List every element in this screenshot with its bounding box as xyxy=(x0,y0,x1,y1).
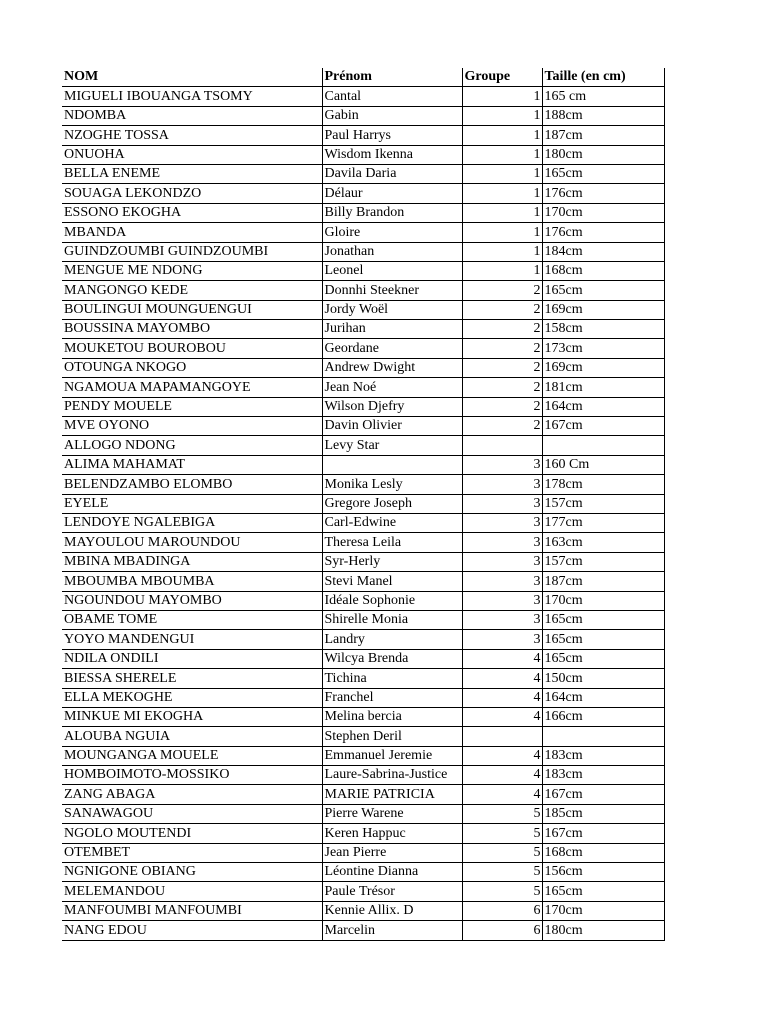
table-row xyxy=(62,766,664,785)
cell-taille[interactable]: 165 cm xyxy=(542,87,664,106)
table-row xyxy=(62,164,664,183)
cell-nom[interactable]: OTEMBET xyxy=(62,843,322,862)
cell-taille[interactable]: 187cm xyxy=(542,572,664,591)
table-row xyxy=(62,106,664,125)
cell-taille[interactable]: 165cm xyxy=(542,164,664,183)
table-row xyxy=(62,572,664,591)
cell-groupe[interactable]: 3 xyxy=(462,513,542,532)
cell-nom[interactable]: ALLOGO NDONG xyxy=(62,436,322,455)
table-row xyxy=(62,610,664,629)
cell-groupe[interactable]: 4 xyxy=(462,688,542,707)
cell-prenom[interactable]: Stephen Deril xyxy=(322,727,462,746)
cell-nom[interactable]: MVE OYONO xyxy=(62,417,322,436)
cell-nom[interactable]: NGNIGONE OBIANG xyxy=(62,863,322,882)
cell-groupe[interactable] xyxy=(462,436,542,455)
cell-groupe[interactable]: 4 xyxy=(462,746,542,765)
cell-taille[interactable]: 170cm xyxy=(542,591,664,610)
cell-groupe[interactable]: 5 xyxy=(462,843,542,862)
cell-groupe[interactable]: 3 xyxy=(462,610,542,629)
cell-prenom[interactable]: Léontine Dianna xyxy=(322,863,462,882)
cell-nom[interactable]: SOUAGA LEKONDZO xyxy=(62,184,322,203)
cell-nom[interactable]: BOUSSINA MAYOMBO xyxy=(62,320,322,339)
cell-prenom[interactable]: Laure-Sabrina-Justice xyxy=(322,766,462,785)
cell-prenom[interactable]: Gloire xyxy=(322,223,462,242)
cell-groupe[interactable]: 1 xyxy=(462,242,542,261)
cell-groupe[interactable]: 3 xyxy=(462,591,542,610)
table-row xyxy=(62,863,664,882)
header-prenom[interactable]: Prénom xyxy=(322,68,462,87)
cell-groupe[interactable]: 1 xyxy=(462,261,542,280)
cell-groupe[interactable]: 3 xyxy=(462,494,542,513)
cell-groupe[interactable]: 2 xyxy=(462,378,542,397)
cell-nom[interactable]: MINKUE MI EKOGHA xyxy=(62,707,322,726)
table-row xyxy=(62,417,664,436)
cell-groupe[interactable]: 2 xyxy=(462,417,542,436)
cell-groupe[interactable]: 2 xyxy=(462,358,542,377)
table-row xyxy=(62,242,664,261)
cell-nom[interactable]: GUINDZOUMBI GUINDZOUMBI xyxy=(62,242,322,261)
cell-taille[interactable]: 170cm xyxy=(542,203,664,222)
cell-taille[interactable]: 169cm xyxy=(542,358,664,377)
table-row xyxy=(62,145,664,164)
cell-taille[interactable]: 168cm xyxy=(542,843,664,862)
cell-groupe[interactable]: 1 xyxy=(462,203,542,222)
cell-taille[interactable]: 181cm xyxy=(542,378,664,397)
table-row xyxy=(62,281,664,300)
cell-groupe[interactable]: 1 xyxy=(462,106,542,125)
table-row xyxy=(62,804,664,823)
cell-taille[interactable]: 164cm xyxy=(542,688,664,707)
cell-nom[interactable]: MBOUMBA MBOUMBA xyxy=(62,572,322,591)
table-row xyxy=(62,494,664,513)
table-body xyxy=(62,87,664,940)
cell-prenom[interactable]: Keren Happuc xyxy=(322,824,462,843)
cell-taille[interactable]: 187cm xyxy=(542,126,664,145)
table-row xyxy=(62,358,664,377)
table-row xyxy=(62,591,664,610)
table-row xyxy=(62,882,664,901)
table-row xyxy=(62,901,664,920)
table-row xyxy=(62,436,664,455)
table-row xyxy=(62,824,664,843)
header-nom[interactable]: NOM xyxy=(62,68,322,87)
cell-taille[interactable]: 180cm xyxy=(542,145,664,164)
cell-prenom[interactable]: Levy Star xyxy=(322,436,462,455)
header-row xyxy=(62,68,664,87)
cell-prenom[interactable]: Paul Harrys xyxy=(322,126,462,145)
cell-nom[interactable]: NDOMBA xyxy=(62,106,322,125)
cell-taille[interactable]: 164cm xyxy=(542,397,664,416)
cell-taille[interactable]: 176cm xyxy=(542,184,664,203)
cell-nom[interactable]: NANG EDOU xyxy=(62,921,322,940)
cell-groupe[interactable] xyxy=(462,727,542,746)
table-row xyxy=(62,630,664,649)
cell-nom[interactable]: NGAMOUA MAPAMANGOYE xyxy=(62,378,322,397)
cell-prenom[interactable]: Marcelin xyxy=(322,921,462,940)
cell-prenom[interactable]: Paule Trésor xyxy=(322,882,462,901)
cell-prenom[interactable]: Carl-Edwine xyxy=(322,513,462,532)
cell-taille[interactable]: 158cm xyxy=(542,320,664,339)
table-row xyxy=(62,300,664,319)
cell-prenom[interactable]: Jean Pierre xyxy=(322,843,462,862)
cell-prenom[interactable]: Wisdom Ikenna xyxy=(322,145,462,164)
cell-groupe[interactable]: 5 xyxy=(462,824,542,843)
cell-prenom[interactable]: Emmanuel Jeremie xyxy=(322,746,462,765)
cell-groupe[interactable]: 1 xyxy=(462,87,542,106)
spreadsheet xyxy=(62,68,665,941)
table-row xyxy=(62,455,664,474)
cell-nom[interactable]: MANFOUMBI MANFOUMBI xyxy=(62,901,322,920)
cell-taille[interactable] xyxy=(542,436,664,455)
header-taille[interactable]: Taille (en cm) xyxy=(542,68,664,87)
cell-taille[interactable]: 157cm xyxy=(542,494,664,513)
cell-nom[interactable]: LENDOYE NGALEBIGA xyxy=(62,513,322,532)
cell-groupe[interactable]: 5 xyxy=(462,863,542,882)
table-row xyxy=(62,339,664,358)
cell-groupe[interactable]: 3 xyxy=(462,630,542,649)
cell-taille[interactable]: 176cm xyxy=(542,223,664,242)
cell-nom[interactable]: BIESSA SHERELE xyxy=(62,669,322,688)
cell-groupe[interactable]: 2 xyxy=(462,320,542,339)
cell-nom[interactable]: PENDY MOUELE xyxy=(62,397,322,416)
cell-prenom[interactable] xyxy=(322,455,462,474)
cell-prenom[interactable]: Jordy Woël xyxy=(322,300,462,319)
cell-prenom[interactable]: Jean Noé xyxy=(322,378,462,397)
cell-taille[interactable]: 160 Cm xyxy=(542,455,664,474)
cell-prenom[interactable]: Leonel xyxy=(322,261,462,280)
cell-prenom[interactable]: Cantal xyxy=(322,87,462,106)
table-row xyxy=(62,87,664,106)
table-row xyxy=(62,843,664,862)
cell-taille[interactable]: 180cm xyxy=(542,921,664,940)
cell-nom[interactable]: MELEMANDOU xyxy=(62,882,322,901)
cell-prenom[interactable]: Franchel xyxy=(322,688,462,707)
cell-taille[interactable]: 188cm xyxy=(542,106,664,125)
cell-taille[interactable]: 167cm xyxy=(542,785,664,804)
cell-groupe[interactable]: 1 xyxy=(462,126,542,145)
cell-groupe[interactable]: 1 xyxy=(462,164,542,183)
cell-nom[interactable]: ONUOHA xyxy=(62,145,322,164)
cell-taille[interactable]: 156cm xyxy=(542,863,664,882)
table-row xyxy=(62,397,664,416)
cell-prenom[interactable]: Andrew Dwight xyxy=(322,358,462,377)
table-row xyxy=(62,649,664,668)
cell-groupe[interactable]: 2 xyxy=(462,397,542,416)
cell-nom[interactable]: ALOUBA NGUIA xyxy=(62,727,322,746)
cell-groupe[interactable]: 3 xyxy=(462,455,542,474)
cell-taille[interactable]: 184cm xyxy=(542,242,664,261)
cell-nom[interactable]: ALIMA MAHAMAT xyxy=(62,455,322,474)
table-row xyxy=(62,475,664,494)
cell-groupe[interactable]: 1 xyxy=(462,184,542,203)
cell-taille[interactable]: 167cm xyxy=(542,417,664,436)
cell-taille[interactable]: 183cm xyxy=(542,766,664,785)
header-groupe[interactable]: Groupe xyxy=(462,68,542,87)
table-row xyxy=(62,261,664,280)
cell-nom[interactable]: MENGUE ME NDONG xyxy=(62,261,322,280)
cell-nom[interactable]: ELLA MEKOGHE xyxy=(62,688,322,707)
cell-nom[interactable]: YOYO MANDENGUI xyxy=(62,630,322,649)
cell-prenom[interactable]: Theresa Leila xyxy=(322,533,462,552)
table-row xyxy=(62,223,664,242)
cell-nom[interactable]: EYELE xyxy=(62,494,322,513)
cell-taille[interactable]: 165cm xyxy=(542,630,664,649)
cell-prenom[interactable]: Jonathan xyxy=(322,242,462,261)
cell-groupe[interactable]: 4 xyxy=(462,766,542,785)
cell-prenom[interactable]: Gabin xyxy=(322,106,462,125)
cell-nom[interactable]: MBINA MBADINGA xyxy=(62,552,322,571)
cell-prenom[interactable]: Landry xyxy=(322,630,462,649)
cell-nom[interactable]: NGOLO MOUTENDI xyxy=(62,824,322,843)
cell-groupe[interactable]: 4 xyxy=(462,707,542,726)
table-row xyxy=(62,513,664,532)
cell-prenom[interactable]: Geordane xyxy=(322,339,462,358)
cell-nom[interactable]: ZANG ABAGA xyxy=(62,785,322,804)
cell-nom[interactable]: HOMBOIMOTO-MOSSIKO xyxy=(62,766,322,785)
cell-groupe[interactable]: 1 xyxy=(462,145,542,164)
cell-nom[interactable]: NGOUNDOU MAYOMBO xyxy=(62,591,322,610)
cell-prenom[interactable]: Wilson Djefry xyxy=(322,397,462,416)
cell-taille[interactable]: 168cm xyxy=(542,261,664,280)
table-row xyxy=(62,785,664,804)
cell-taille[interactable]: 177cm xyxy=(542,513,664,532)
cell-prenom[interactable]: Davila Daria xyxy=(322,164,462,183)
cell-taille[interactable]: 157cm xyxy=(542,552,664,571)
cell-nom[interactable]: MANGONGO KEDE xyxy=(62,281,322,300)
cell-taille[interactable]: 183cm xyxy=(542,746,664,765)
cell-prenom[interactable]: Gregore Joseph xyxy=(322,494,462,513)
cell-prenom[interactable]: Syr-Herly xyxy=(322,552,462,571)
cell-prenom[interactable]: MARIE PATRICIA xyxy=(322,785,462,804)
cell-nom[interactable]: OBAME TOME xyxy=(62,610,322,629)
cell-taille[interactable]: 150cm xyxy=(542,669,664,688)
cell-groupe[interactable]: 6 xyxy=(462,901,542,920)
cell-prenom[interactable]: Tichina xyxy=(322,669,462,688)
cell-nom[interactable]: MAYOULOU MAROUNDOU xyxy=(62,533,322,552)
cell-groupe[interactable]: 4 xyxy=(462,785,542,804)
cell-taille[interactable]: 167cm xyxy=(542,824,664,843)
cell-groupe[interactable]: 3 xyxy=(462,475,542,494)
cell-nom[interactable]: NZOGHE TOSSA xyxy=(62,126,322,145)
cell-groupe[interactable]: 2 xyxy=(462,339,542,358)
cell-prenom[interactable]: Kennie Allix. D xyxy=(322,901,462,920)
table-row xyxy=(62,688,664,707)
cell-groupe[interactable]: 3 xyxy=(462,552,542,571)
cell-groupe[interactable]: 5 xyxy=(462,882,542,901)
cell-groupe[interactable]: 5 xyxy=(462,804,542,823)
cell-nom[interactable]: BOULINGUI MOUNGUENGUI xyxy=(62,300,322,319)
cell-taille[interactable]: 173cm xyxy=(542,339,664,358)
table-row xyxy=(62,707,664,726)
cell-nom[interactable]: ESSONO EKOGHA xyxy=(62,203,322,222)
cell-nom[interactable]: BELLA ENEME xyxy=(62,164,322,183)
cell-nom[interactable]: MIGUELI IBOUANGA TSOMY xyxy=(62,87,322,106)
cell-taille[interactable]: 165cm xyxy=(542,649,664,668)
cell-prenom[interactable]: Jurihan xyxy=(322,320,462,339)
cell-groupe[interactable]: 6 xyxy=(462,921,542,940)
cell-groupe[interactable]: 4 xyxy=(462,649,542,668)
cell-nom[interactable]: BELENDZAMBO ELOMBO xyxy=(62,475,322,494)
cell-nom[interactable]: MOUKETOU BOUROBOU xyxy=(62,339,322,358)
cell-nom[interactable]: MOUNGANGA MOUELE xyxy=(62,746,322,765)
students-table xyxy=(62,68,665,941)
table-row xyxy=(62,921,664,940)
cell-prenom[interactable]: Melina bercia xyxy=(322,707,462,726)
cell-taille[interactable]: 166cm xyxy=(542,707,664,726)
cell-prenom[interactable]: Billy Brandon xyxy=(322,203,462,222)
cell-taille[interactable] xyxy=(542,727,664,746)
cell-groupe[interactable]: 2 xyxy=(462,300,542,319)
table-row xyxy=(62,320,664,339)
table-row xyxy=(62,533,664,552)
cell-prenom[interactable]: Monika Lesly xyxy=(322,475,462,494)
cell-prenom[interactable]: Shirelle Monia xyxy=(322,610,462,629)
cell-nom[interactable]: MBANDA xyxy=(62,223,322,242)
cell-prenom[interactable]: Davin Olivier xyxy=(322,417,462,436)
table-row xyxy=(62,378,664,397)
table-row xyxy=(62,727,664,746)
table-row xyxy=(62,203,664,222)
cell-taille[interactable]: 170cm xyxy=(542,901,664,920)
table-row xyxy=(62,669,664,688)
cell-taille[interactable]: 165cm xyxy=(542,281,664,300)
cell-taille[interactable]: 178cm xyxy=(542,475,664,494)
table-row xyxy=(62,552,664,571)
cell-taille[interactable]: 163cm xyxy=(542,533,664,552)
cell-nom[interactable]: OTOUNGA NKOGO xyxy=(62,358,322,377)
table-row xyxy=(62,184,664,203)
cell-taille[interactable]: 169cm xyxy=(542,300,664,319)
cell-groupe[interactable]: 2 xyxy=(462,281,542,300)
cell-prenom[interactable]: Stevi Manel xyxy=(322,572,462,591)
cell-groupe[interactable]: 4 xyxy=(462,669,542,688)
cell-nom[interactable]: SANAWAGOU xyxy=(62,804,322,823)
cell-groupe[interactable]: 1 xyxy=(462,223,542,242)
cell-taille[interactable]: 165cm xyxy=(542,610,664,629)
cell-taille[interactable]: 185cm xyxy=(542,804,664,823)
cell-prenom[interactable]: Idéale Sophonie xyxy=(322,591,462,610)
cell-nom[interactable]: NDILA ONDILI xyxy=(62,649,322,668)
table-row xyxy=(62,126,664,145)
table-row xyxy=(62,746,664,765)
cell-taille[interactable]: 165cm xyxy=(542,882,664,901)
cell-prenom[interactable]: Donnhi Steekner xyxy=(322,281,462,300)
cell-prenom[interactable]: Pierre Warene xyxy=(322,804,462,823)
cell-groupe[interactable]: 3 xyxy=(462,572,542,591)
cell-prenom[interactable]: Délaur xyxy=(322,184,462,203)
cell-groupe[interactable]: 3 xyxy=(462,533,542,552)
cell-prenom[interactable]: Wilcya Brenda xyxy=(322,649,462,668)
